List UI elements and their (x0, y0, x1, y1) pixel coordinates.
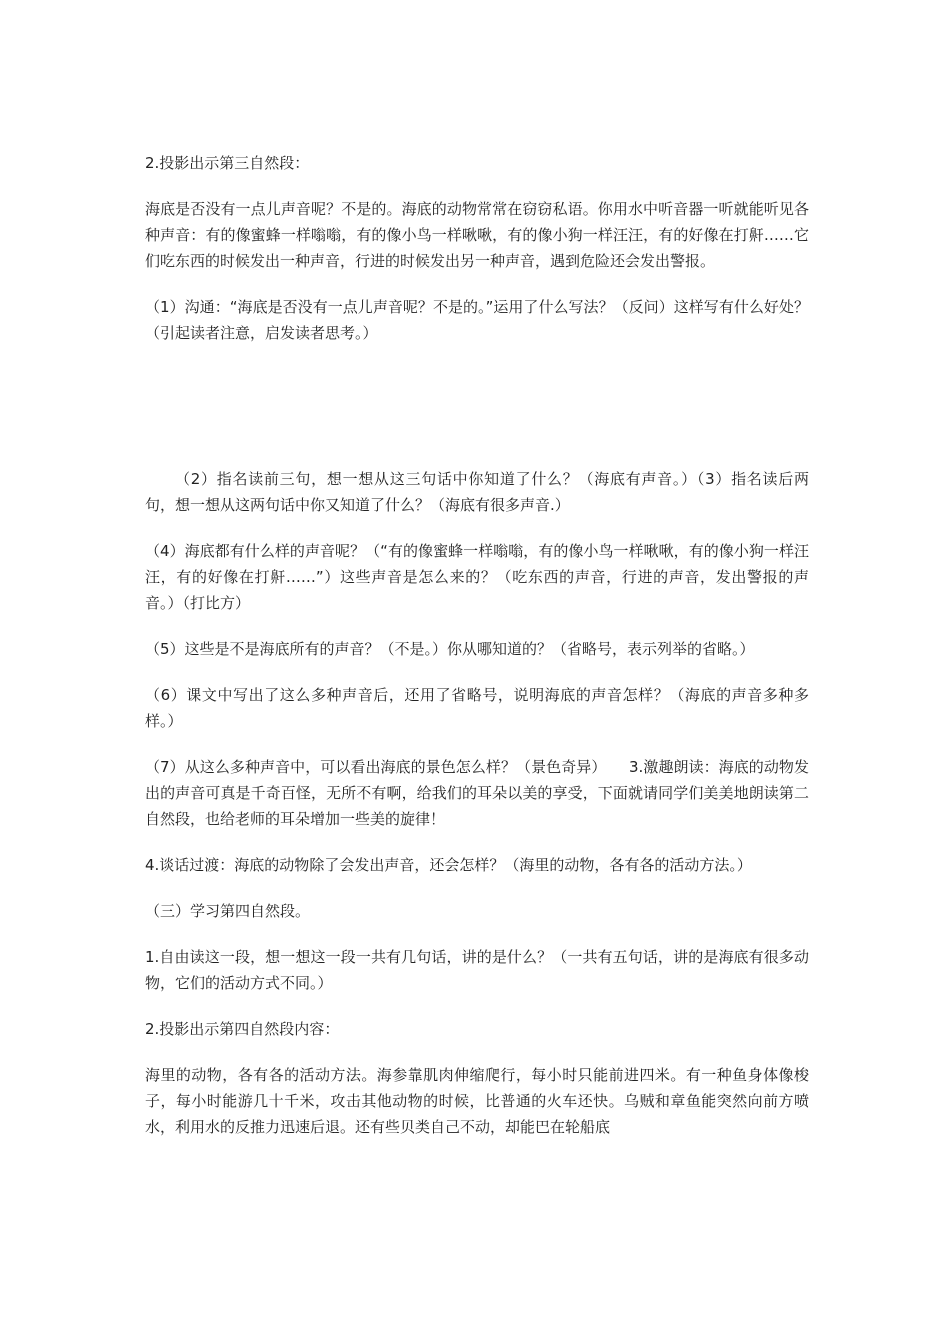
paragraph-question-6: （6）课文中写出了这么多种声音后，还用了省略号，说明海底的声音怎样？（海底的声音多种多样。） (145, 686, 809, 730)
paragraph-question-5: （5）这些是不是海底所有的声音？（不是。）你从哪知道的？（省略号，表示列举的省略。） (145, 640, 755, 658)
paragraph-step-2: 2.投影出示第四自然段内容： (145, 1020, 340, 1038)
paragraph-question-2-3: （2）指名读前三句，想一想从这三句话中你知道了什么？（海底有声音。）（3）指名读后两句，想一想从这两句话中你又知道了什么？（海底有很多声音.） (145, 470, 809, 514)
paragraph-question-4: （4）海底都有什么样的声音呢？（“有的像蜜蜂一样嗡嗡，有的像小鸟一样啾啾，有的像小狗一样汪汪，有的好像在打鼾……”）这些声音是怎么来的？（吃东西的声音，行进的声音，发出警报的声音。）（打比方） (145, 542, 809, 612)
document-body (145, 150, 809, 1160)
paragraph-section-3-heading: （三）学习第四自然段。 (145, 902, 311, 920)
paragraph-step-1: 1.自由读这一段，想一想这一段一共有几句话，讲的是什么？（一共有五句话，讲的是海底有很多动物，它们的活动方式不同。） (145, 948, 809, 992)
paragraph-passage-3: 海底是否没有一点儿声音呢？不是的。海底的动物常常在窃窃私语。你用水中听音器一听就能听见各种声音：有的像蜜蜂一样嗡嗡，有的像小鸟一样啾啾，有的像小狗一样汪汪，有的好像在打鼾……它们吃东西的时候发出一种声音，行进的时候发出另一种声音，遇到危险还会发出警报。 (145, 200, 809, 270)
paragraph-heading-projection-3: 2.投影出示第三自然段： (145, 154, 310, 172)
paragraph-passage-4: 海里的动物，各有各的活动方法。海参靠肌肉伸缩爬行，每小时只能前进四米。有一种鱼身体像梭子，每小时能游几十千米，攻击其他动物的时候，比普通的火车还快。乌贼和章鱼能突然向前方喷水，利用水的反推力迅速后退。还有些贝类自己不动，却能巴在轮船底 (145, 1066, 809, 1136)
paragraph-transition-4: 4.谈话过渡：海底的动物除了会发出声音，还会怎样？（海里的动物，各有各的活动方法。） (145, 856, 752, 874)
paragraph-question-7: （7）从这么多种声音中，可以看出海底的景色怎么样？（景色奇异） 3.激趣朗读：海底的动物发出的声音可真是千奇百怪，无所不有啊，给我们的耳朵以美的享受，下面就请同学们美美地朗读第二自然段，也给老师的耳朵增加一些美的旋律！ (145, 758, 809, 828)
paragraph-question-1: （1）沟通：“海底是否没有一点儿声音呢？不是的。”运用了什么写法？（反问）这样写有什么好处？（引起读者注意，启发读者思考。） (145, 298, 809, 342)
